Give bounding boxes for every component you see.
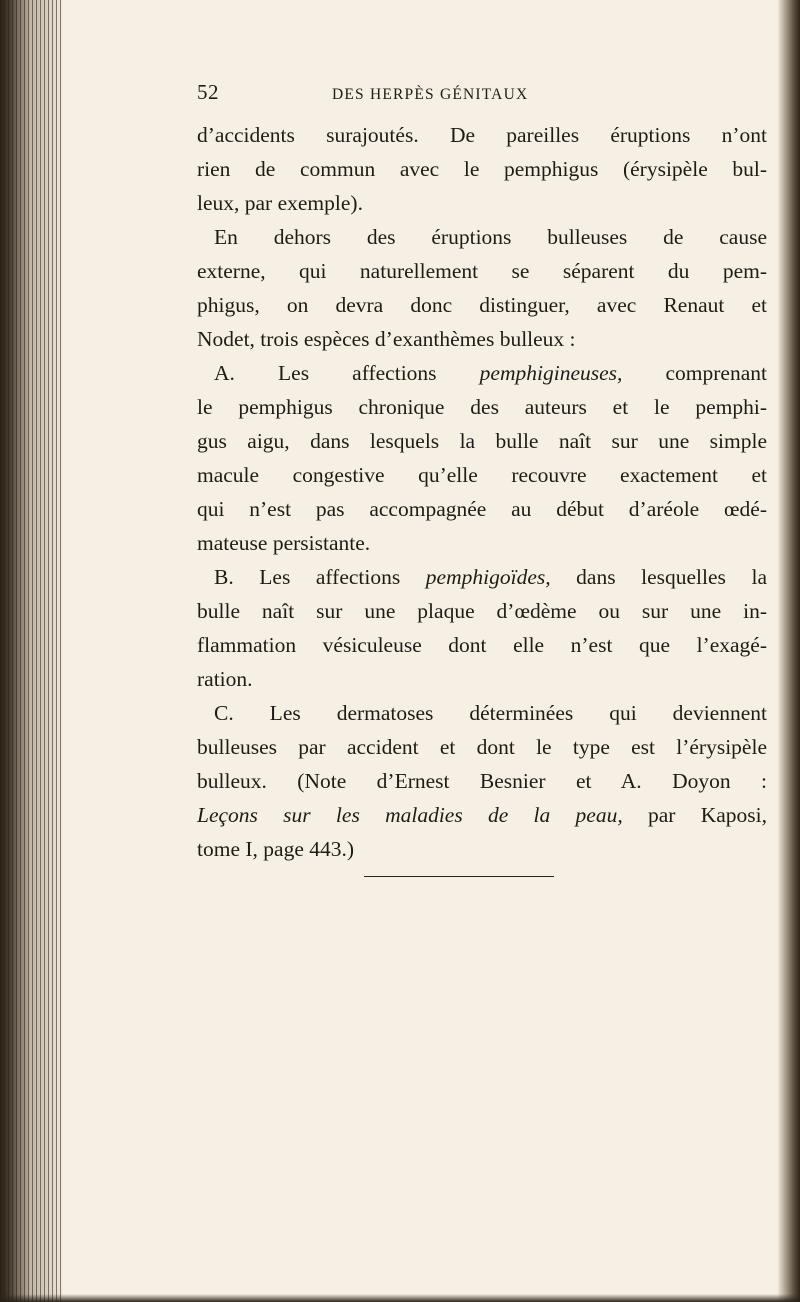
text-line: B. Les affections pemphigoïdes, dans lesquelles la bbox=[214, 565, 767, 589]
text-line: ration. bbox=[197, 667, 253, 691]
page-number: 52 bbox=[197, 80, 219, 104]
italic-term: pemphigoïdes, bbox=[425, 565, 551, 589]
text-line: Leçons sur les maladies de la peau, par Kaposi, bbox=[197, 803, 767, 827]
italic-book-title: Leçons sur les maladies de la peau, bbox=[197, 803, 623, 827]
text-line: tome I, page 443.) bbox=[197, 837, 355, 861]
page-header bbox=[197, 80, 767, 118]
text-line: bulleuses par accident et dont le type est l’érysipèle bbox=[197, 735, 767, 759]
text-line: gus aigu, dans lesquels la bulle naît sur une simple bbox=[197, 429, 767, 453]
text-line: bulleux. (Note d’Ernest Besnier et A. Doyon : bbox=[197, 769, 767, 793]
text-line: phigus, on devra donc distinguer, avec Renaut et bbox=[197, 293, 767, 317]
end-of-chapter-rule bbox=[364, 876, 554, 877]
text-line: mateuse persistante. bbox=[197, 531, 371, 555]
text-line: macule congestive qu’elle recouvre exactement et bbox=[197, 463, 767, 487]
running-title: DES HERPÈS GÉNITAUX bbox=[332, 86, 529, 103]
text-line: qui n’est pas accompagnée au début d’aréole œdé- bbox=[197, 497, 767, 521]
text-line: A. Les affections pemphigineuses, comprenant bbox=[214, 361, 767, 385]
book-page bbox=[197, 80, 767, 861]
text-line: bulle naît sur une plaque d’œdème ou sur une in- bbox=[197, 599, 767, 623]
book-edge-shadow-right bbox=[778, 0, 800, 1302]
text-line: leux, par exemple). bbox=[197, 191, 363, 215]
text-line: flammation vésiculeuse dont elle n’est que l’exagé- bbox=[197, 633, 767, 657]
book-edge-shadow-bottom bbox=[0, 1294, 800, 1302]
text-line: En dehors des éruptions bulleuses de cause bbox=[214, 225, 767, 249]
text-line: d’accidents surajoutés. De pareilles éruptions n’ont bbox=[197, 123, 767, 147]
italic-term: pemphigineuses, bbox=[479, 361, 623, 385]
book-binding-shadow-left bbox=[0, 0, 62, 1302]
text-line: C. Les dermatoses déterminées qui deviennent bbox=[214, 701, 767, 725]
text-line: rien de commun avec le pemphigus (érysipèle bul- bbox=[197, 157, 767, 181]
text-line: Nodet, trois espèces d’exanthèmes bulleux : bbox=[197, 327, 576, 351]
text-line: externe, qui naturellement se séparent du pem- bbox=[197, 259, 767, 283]
text-line: le pemphigus chronique des auteurs et le pemphi- bbox=[197, 395, 767, 419]
